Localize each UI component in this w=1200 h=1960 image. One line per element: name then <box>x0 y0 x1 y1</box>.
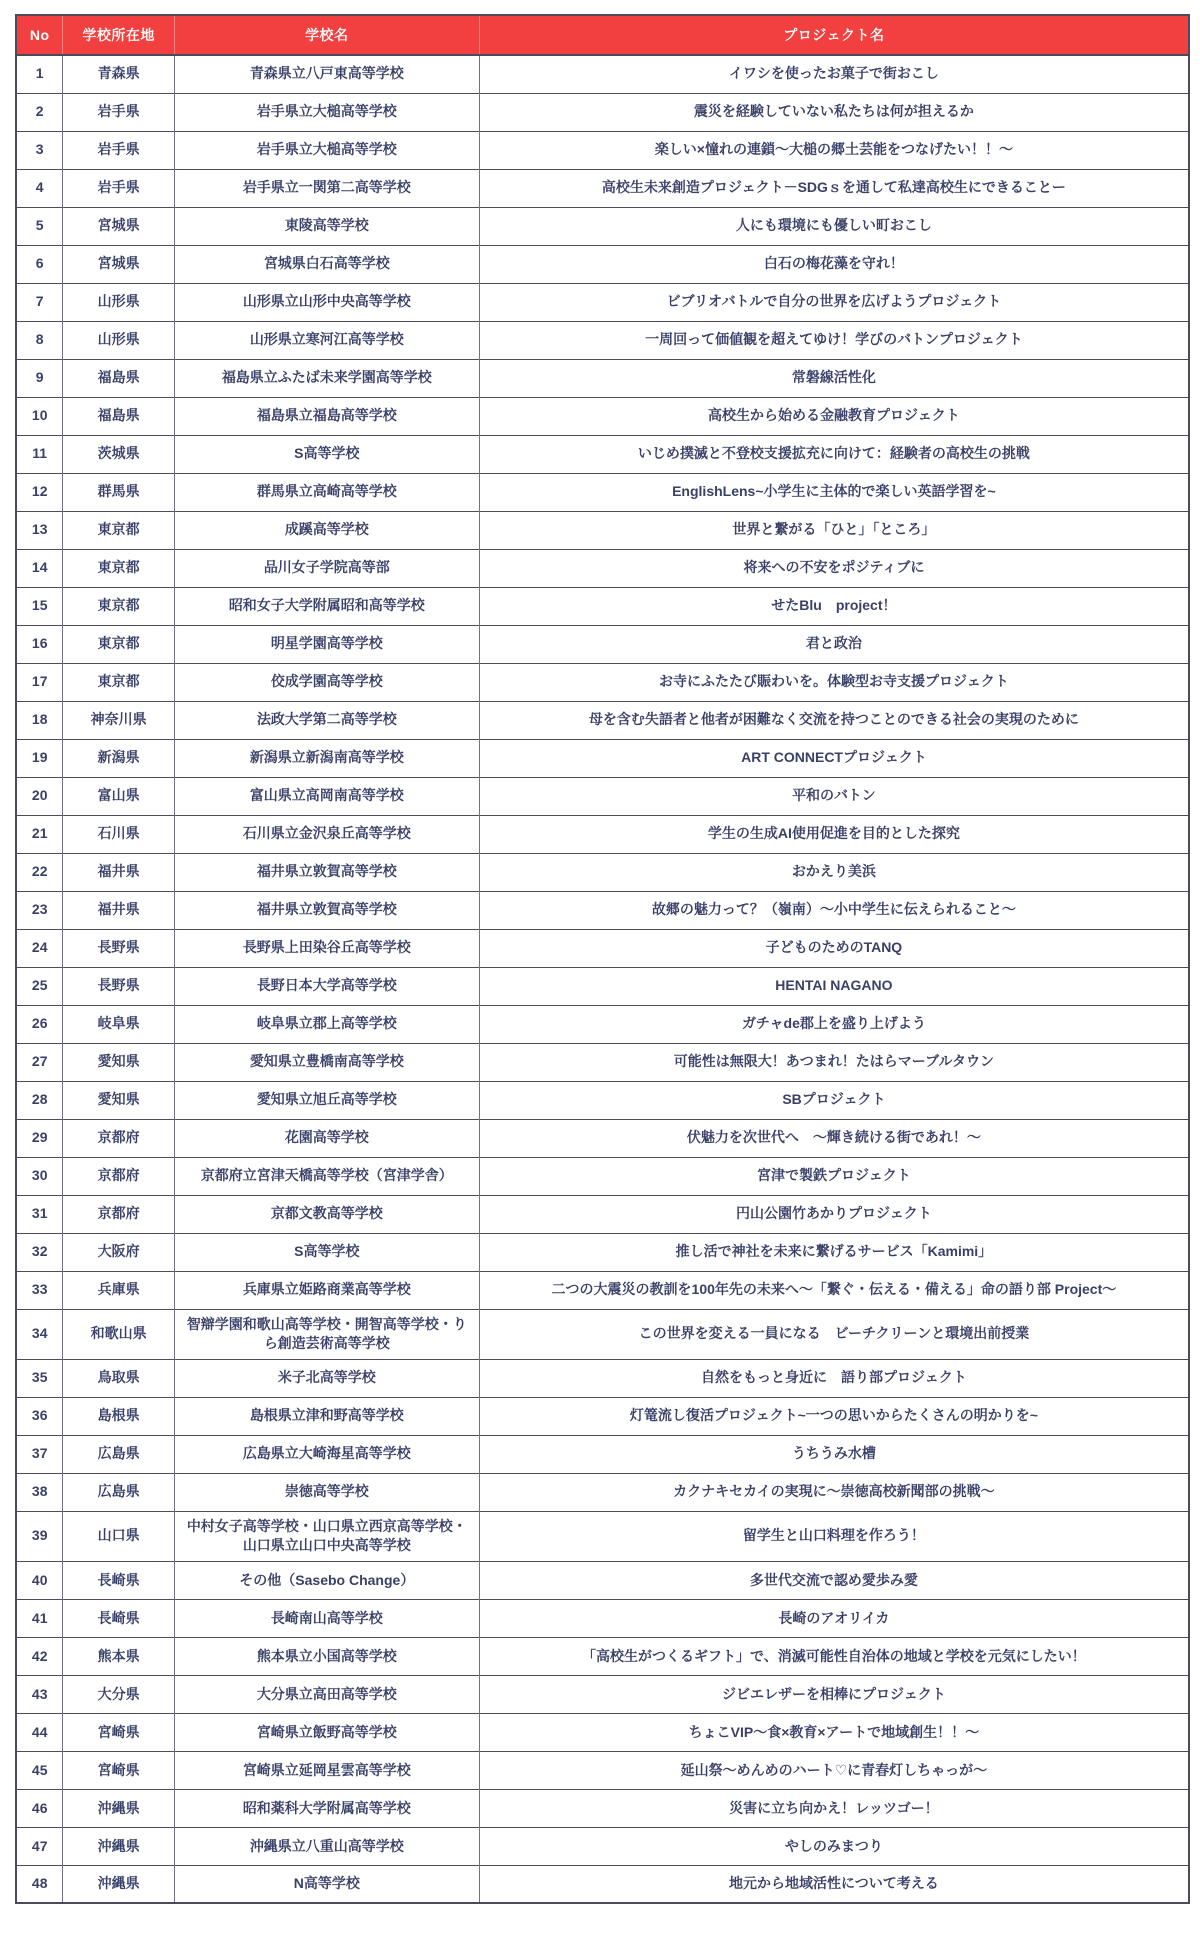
table-row <box>16 1157 1189 1195</box>
cell-prefecture: 大分県 <box>63 1675 174 1713</box>
cell-prefecture: 兵庫県 <box>63 1271 174 1309</box>
cell-prefecture: 東京都 <box>63 663 174 701</box>
cell-project-name: 子どものためのTANQ <box>479 929 1189 967</box>
cell-no: 25 <box>16 967 63 1005</box>
cell-school-name: 宮城県白石高等学校 <box>174 245 479 283</box>
table-row <box>16 1789 1189 1827</box>
cell-project-name: 円山公園竹あかりプロジェクト <box>479 1195 1189 1233</box>
cell-prefecture: 青森県 <box>63 55 174 93</box>
cell-no: 15 <box>16 587 63 625</box>
cell-school-name: 沖縄県立八重山高等学校 <box>174 1827 479 1865</box>
cell-school-name: 山形県立山形中央高等学校 <box>174 283 479 321</box>
cell-no: 39 <box>16 1511 63 1561</box>
cell-prefecture: 福島県 <box>63 397 174 435</box>
cell-prefecture: 宮城県 <box>63 245 174 283</box>
cell-school-name: 福島県立ふたば未来学園高等学校 <box>174 359 479 397</box>
cell-school-name: その他（Sasebo Change） <box>174 1561 479 1599</box>
cell-school-name: 岩手県立一関第二高等学校 <box>174 169 479 207</box>
table-row <box>16 853 1189 891</box>
cell-project-name: 自然をもっと身近に 語り部プロジェクト <box>479 1359 1189 1397</box>
cell-project-name: 故郷の魅力って？（嶺南）～小中学生に伝えられること～ <box>479 891 1189 929</box>
table-row <box>16 587 1189 625</box>
cell-prefecture: 東京都 <box>63 625 174 663</box>
cell-project-name: 高校生から始める金融教育プロジェクト <box>479 397 1189 435</box>
table-row <box>16 321 1189 359</box>
table-row <box>16 1043 1189 1081</box>
cell-no: 9 <box>16 359 63 397</box>
table-row <box>16 207 1189 245</box>
cell-school-name: S高等学校 <box>174 435 479 473</box>
cell-school-name: 大分県立高田高等学校 <box>174 1675 479 1713</box>
cell-no: 43 <box>16 1675 63 1713</box>
cell-school-name: 法政大学第二高等学校 <box>174 701 479 739</box>
cell-school-name: 米子北高等学校 <box>174 1359 479 1397</box>
cell-school-name: 青森県立八戸東高等学校 <box>174 55 479 93</box>
cell-no: 42 <box>16 1637 63 1675</box>
cell-no: 8 <box>16 321 63 359</box>
cell-project-name: うちうみ水槽 <box>479 1435 1189 1473</box>
cell-project-name: 可能性は無限大！あつまれ！たはらマーブルタウン <box>479 1043 1189 1081</box>
cell-prefecture: 和歌山県 <box>63 1309 174 1359</box>
cell-prefecture: 熊本県 <box>63 1637 174 1675</box>
cell-no: 31 <box>16 1195 63 1233</box>
cell-prefecture: 広島県 <box>63 1473 174 1511</box>
cell-project-name: 君と政治 <box>479 625 1189 663</box>
cell-school-name: 福井県立敦賀高等学校 <box>174 891 479 929</box>
cell-prefecture: 愛知県 <box>63 1081 174 1119</box>
cell-prefecture: 福島県 <box>63 359 174 397</box>
table-row <box>16 1397 1189 1435</box>
cell-project-name: ガチャde郡上を盛り上げよう <box>479 1005 1189 1043</box>
cell-project-name: いじめ撲滅と不登校支援拡充に向けて：経験者の高校生の挑戦 <box>479 435 1189 473</box>
table-row <box>16 1233 1189 1271</box>
cell-project-name: この世界を変える一員になる ビーチクリーンと環境出前授業 <box>479 1309 1189 1359</box>
cell-project-name: イワシを使ったお菓子で街おこし <box>479 55 1189 93</box>
cell-no: 26 <box>16 1005 63 1043</box>
cell-prefecture: 東京都 <box>63 511 174 549</box>
cell-project-name: カクナキセカイの実現に～崇徳高校新聞部の挑戦～ <box>479 1473 1189 1511</box>
cell-no: 38 <box>16 1473 63 1511</box>
cell-no: 12 <box>16 473 63 511</box>
cell-prefecture: 愛知県 <box>63 1043 174 1081</box>
cell-prefecture: 富山県 <box>63 777 174 815</box>
cell-no: 45 <box>16 1751 63 1789</box>
cell-no: 17 <box>16 663 63 701</box>
table-row <box>16 1713 1189 1751</box>
cell-project-name: 平和のバトン <box>479 777 1189 815</box>
cell-school-name: 熊本県立小国高等学校 <box>174 1637 479 1675</box>
table-row <box>16 1751 1189 1789</box>
cell-school-name: 富山県立高岡南高等学校 <box>174 777 479 815</box>
table-row <box>16 473 1189 511</box>
cell-prefecture: 東京都 <box>63 549 174 587</box>
cell-project-name: 地元から地域活性について考える <box>479 1865 1189 1903</box>
cell-no: 33 <box>16 1271 63 1309</box>
cell-school-name: 佼成学園高等学校 <box>174 663 479 701</box>
cell-prefecture: 京都府 <box>63 1119 174 1157</box>
cell-project-name: ちょこVIP～食×教育×アートで地域創生！！～ <box>479 1713 1189 1751</box>
cell-school-name: 長崎南山高等学校 <box>174 1599 479 1637</box>
table-row <box>16 397 1189 435</box>
cell-no: 6 <box>16 245 63 283</box>
cell-prefecture: 石川県 <box>63 815 174 853</box>
cell-prefecture: 群馬県 <box>63 473 174 511</box>
cell-prefecture: 新潟県 <box>63 739 174 777</box>
cell-project-name: 伏魅力を次世代へ ～輝き続ける街であれ！～ <box>479 1119 1189 1157</box>
cell-prefecture: 長崎県 <box>63 1561 174 1599</box>
cell-school-name: 中村女子高等学校・山口県立西京高等学校・山口県立山口中央高等学校 <box>174 1511 479 1561</box>
cell-school-name: 石川県立金沢泉丘高等学校 <box>174 815 479 853</box>
cell-school-name: 長野県上田染谷丘高等学校 <box>174 929 479 967</box>
cell-school-name: 崇徳高等学校 <box>174 1473 479 1511</box>
cell-school-name: 京都府立宮津天橋高等学校（宮津学舎） <box>174 1157 479 1195</box>
cell-project-name: やしのみまつり <box>479 1827 1189 1865</box>
cell-project-name: 震災を経験していない私たちは何が担えるか <box>479 93 1189 131</box>
table-row <box>16 549 1189 587</box>
cell-school-name: 成蹊高等学校 <box>174 511 479 549</box>
cell-no: 23 <box>16 891 63 929</box>
cell-project-name: 白石の梅花藻を守れ！ <box>479 245 1189 283</box>
table-row <box>16 1081 1189 1119</box>
cell-prefecture: 大阪府 <box>63 1233 174 1271</box>
table-row <box>16 1005 1189 1043</box>
cell-prefecture: 京都府 <box>63 1195 174 1233</box>
cell-project-name: ART CONNECTプロジェクト <box>479 739 1189 777</box>
cell-project-name: 学生の生成AI使用促進を目的とした探究 <box>479 815 1189 853</box>
cell-school-name: 広島県立大崎海星高等学校 <box>174 1435 479 1473</box>
cell-school-name: S高等学校 <box>174 1233 479 1271</box>
cell-school-name: 福井県立敦賀高等学校 <box>174 853 479 891</box>
cell-school-name: 新潟県立新潟南高等学校 <box>174 739 479 777</box>
table-row <box>16 663 1189 701</box>
cell-no: 41 <box>16 1599 63 1637</box>
cell-no: 18 <box>16 701 63 739</box>
cell-project-name: 将来への不安をポジティブに <box>479 549 1189 587</box>
cell-school-name: 岐阜県立郡上高等学校 <box>174 1005 479 1043</box>
cell-no: 35 <box>16 1359 63 1397</box>
cell-no: 16 <box>16 625 63 663</box>
cell-project-name: 延山祭～めんめのハート♡に青春灯しちゃっが～ <box>479 1751 1189 1789</box>
table-row <box>16 1827 1189 1865</box>
cell-prefecture: 山形県 <box>63 283 174 321</box>
cell-prefecture: 京都府 <box>63 1157 174 1195</box>
cell-school-name: 兵庫県立姫路商業高等学校 <box>174 1271 479 1309</box>
cell-no: 32 <box>16 1233 63 1271</box>
cell-prefecture: 神奈川県 <box>63 701 174 739</box>
cell-prefecture: 島根県 <box>63 1397 174 1435</box>
cell-no: 22 <box>16 853 63 891</box>
cell-project-name: お寺にふたたび賑わいを。体験型お寺支援プロジェクト <box>479 663 1189 701</box>
cell-prefecture: 岩手県 <box>63 131 174 169</box>
cell-no: 11 <box>16 435 63 473</box>
cell-no: 46 <box>16 1789 63 1827</box>
cell-school-name: 愛知県立豊橋南高等学校 <box>174 1043 479 1081</box>
cell-project-name: 一周回って価値観を超えてゆけ！学びのバトンプロジェクト <box>479 321 1189 359</box>
cell-prefecture: 広島県 <box>63 1435 174 1473</box>
cell-no: 13 <box>16 511 63 549</box>
table-row <box>16 1271 1189 1309</box>
cell-project-name: 世界と繋がる「ひと」「ところ」 <box>479 511 1189 549</box>
table-row <box>16 359 1189 397</box>
cell-school-name: 岩手県立大槌高等学校 <box>174 131 479 169</box>
table-row <box>16 1561 1189 1599</box>
table-row <box>16 245 1189 283</box>
cell-prefecture: 茨城県 <box>63 435 174 473</box>
table-row <box>16 93 1189 131</box>
cell-school-name: 岩手県立大槌高等学校 <box>174 93 479 131</box>
cell-project-name: 多世代交流で認め愛歩み愛 <box>479 1561 1189 1599</box>
cell-project-name: 高校生未来創造プロジェクト－SDGｓを通して私達高校生にできることー <box>479 169 1189 207</box>
table-body <box>16 55 1189 1903</box>
cell-school-name: 山形県立寒河江高等学校 <box>174 321 479 359</box>
cell-school-name: 宮崎県立飯野高等学校 <box>174 1713 479 1751</box>
cell-project-name: 二つの大震災の教訓を100年先の未来へ～「繋ぐ・伝える・備える」命の語り部 Project～ <box>479 1271 1189 1309</box>
cell-project-name: おかえり美浜 <box>479 853 1189 891</box>
cell-prefecture: 長野県 <box>63 967 174 1005</box>
cell-prefecture: 山口県 <box>63 1511 174 1561</box>
cell-no: 40 <box>16 1561 63 1599</box>
cell-prefecture: 宮崎県 <box>63 1751 174 1789</box>
cell-prefecture: 鳥取県 <box>63 1359 174 1397</box>
header-no: No <box>16 15 63 55</box>
table-row <box>16 1359 1189 1397</box>
cell-no: 7 <box>16 283 63 321</box>
cell-no: 21 <box>16 815 63 853</box>
cell-project-name: ビブリオバトルで自分の世界を広げようプロジェクト <box>479 283 1189 321</box>
cell-project-name: 宮津で製鉄プロジェクト <box>479 1157 1189 1195</box>
table-row <box>16 1675 1189 1713</box>
cell-school-name: 昭和女子大学附属昭和高等学校 <box>174 587 479 625</box>
cell-project-name: 推し活で神社を未来に繋げるサービス「Kamimi」 <box>479 1233 1189 1271</box>
table-row <box>16 1599 1189 1637</box>
cell-prefecture: 岩手県 <box>63 93 174 131</box>
cell-prefecture: 長野県 <box>63 929 174 967</box>
table-row <box>16 1473 1189 1511</box>
cell-school-name: 智辯学園和歌山高等学校・開智高等学校・りら創造芸術高等学校 <box>174 1309 479 1359</box>
cell-school-name: 花園高等学校 <box>174 1119 479 1157</box>
cell-project-name: 「高校生がつくるギフト」で、消滅可能性自治体の地域と学校を元気にしたい！ <box>479 1637 1189 1675</box>
cell-school-name: 島根県立津和野高等学校 <box>174 1397 479 1435</box>
cell-prefecture: 福井県 <box>63 891 174 929</box>
cell-no: 24 <box>16 929 63 967</box>
cell-no: 44 <box>16 1713 63 1751</box>
cell-prefecture: 岩手県 <box>63 169 174 207</box>
cell-no: 2 <box>16 93 63 131</box>
cell-project-name: EnglishLens~小学生に主体的で楽しい英語学習を~ <box>479 473 1189 511</box>
cell-no: 19 <box>16 739 63 777</box>
table-row <box>16 967 1189 1005</box>
cell-project-name: 災害に立ち向かえ！レッツゴー！ <box>479 1789 1189 1827</box>
cell-project-name: 人にも環境にも優しい町おこし <box>479 207 1189 245</box>
cell-no: 37 <box>16 1435 63 1473</box>
table-row <box>16 1511 1189 1561</box>
table-row <box>16 929 1189 967</box>
cell-project-name: 楽しい×憧れの連鎖～大槌の郷土芸能をつなげたい！！～ <box>479 131 1189 169</box>
table-row <box>16 891 1189 929</box>
cell-school-name: N高等学校 <box>174 1865 479 1903</box>
table-row <box>16 1119 1189 1157</box>
cell-school-name: 福島県立福島高等学校 <box>174 397 479 435</box>
cell-prefecture: 沖縄県 <box>63 1827 174 1865</box>
cell-no: 14 <box>16 549 63 587</box>
cell-prefecture: 宮崎県 <box>63 1713 174 1751</box>
cell-no: 48 <box>16 1865 63 1903</box>
cell-no: 36 <box>16 1397 63 1435</box>
cell-no: 29 <box>16 1119 63 1157</box>
table-row <box>16 1195 1189 1233</box>
table-row <box>16 701 1189 739</box>
cell-project-name: 常磐線活性化 <box>479 359 1189 397</box>
cell-project-name: HENTAI NAGANO <box>479 967 1189 1005</box>
cell-school-name: 東陵高等学校 <box>174 207 479 245</box>
cell-school-name: 愛知県立旭丘高等学校 <box>174 1081 479 1119</box>
cell-school-name: 品川女子学院高等部 <box>174 549 479 587</box>
cell-school-name: 明星学園高等学校 <box>174 625 479 663</box>
cell-project-name: せたBlu project！ <box>479 587 1189 625</box>
cell-school-name: 昭和薬科大学附属高等学校 <box>174 1789 479 1827</box>
cell-no: 30 <box>16 1157 63 1195</box>
cell-no: 47 <box>16 1827 63 1865</box>
cell-project-name: 長崎のアオリイカ <box>479 1599 1189 1637</box>
table-row <box>16 131 1189 169</box>
table-row <box>16 739 1189 777</box>
cell-no: 1 <box>16 55 63 93</box>
cell-project-name: ジビエレザーを相棒にプロジェクト <box>479 1675 1189 1713</box>
cell-school-name: 宮崎県立延岡星雲高等学校 <box>174 1751 479 1789</box>
cell-no: 10 <box>16 397 63 435</box>
cell-prefecture: 長崎県 <box>63 1599 174 1637</box>
table-row <box>16 625 1189 663</box>
table-row <box>16 511 1189 549</box>
header-row <box>16 15 1189 55</box>
cell-no: 20 <box>16 777 63 815</box>
cell-prefecture: 岐阜県 <box>63 1005 174 1043</box>
cell-school-name: 京都文教高等学校 <box>174 1195 479 1233</box>
table-row <box>16 1435 1189 1473</box>
cell-prefecture: 宮城県 <box>63 207 174 245</box>
header-prefecture: 学校所在地 <box>63 15 174 55</box>
cell-prefecture: 福井県 <box>63 853 174 891</box>
header-school-name: 学校名 <box>174 15 479 55</box>
cell-project-name: 母を含む失語者と他者が困難なく交流を持つことのできる社会の実現のために <box>479 701 1189 739</box>
cell-no: 5 <box>16 207 63 245</box>
table-row <box>16 1637 1189 1675</box>
table-row <box>16 283 1189 321</box>
table-row <box>16 1309 1189 1359</box>
cell-prefecture: 東京都 <box>63 587 174 625</box>
cell-school-name: 群馬県立高崎高等学校 <box>174 473 479 511</box>
cell-prefecture: 沖縄県 <box>63 1789 174 1827</box>
table-row <box>16 169 1189 207</box>
cell-no: 28 <box>16 1081 63 1119</box>
table-row <box>16 1865 1189 1903</box>
table-row <box>16 815 1189 853</box>
table-row <box>16 435 1189 473</box>
cell-prefecture: 沖縄県 <box>63 1865 174 1903</box>
cell-project-name: 留学生と山口料理を作ろう！ <box>479 1511 1189 1561</box>
cell-no: 3 <box>16 131 63 169</box>
table-header <box>16 15 1189 55</box>
cell-prefecture: 山形県 <box>63 321 174 359</box>
cell-project-name: SBプロジェクト <box>479 1081 1189 1119</box>
cell-no: 27 <box>16 1043 63 1081</box>
cell-no: 4 <box>16 169 63 207</box>
schools-projects-table <box>15 14 1190 1904</box>
header-project-name: プロジェクト名 <box>479 15 1189 55</box>
table-row <box>16 777 1189 815</box>
cell-school-name: 長野日本大学高等学校 <box>174 967 479 1005</box>
cell-project-name: 灯篭流し復活プロジェクト~一つの思いからたくさんの明かりを~ <box>479 1397 1189 1435</box>
cell-no: 34 <box>16 1309 63 1359</box>
table-row <box>16 55 1189 93</box>
